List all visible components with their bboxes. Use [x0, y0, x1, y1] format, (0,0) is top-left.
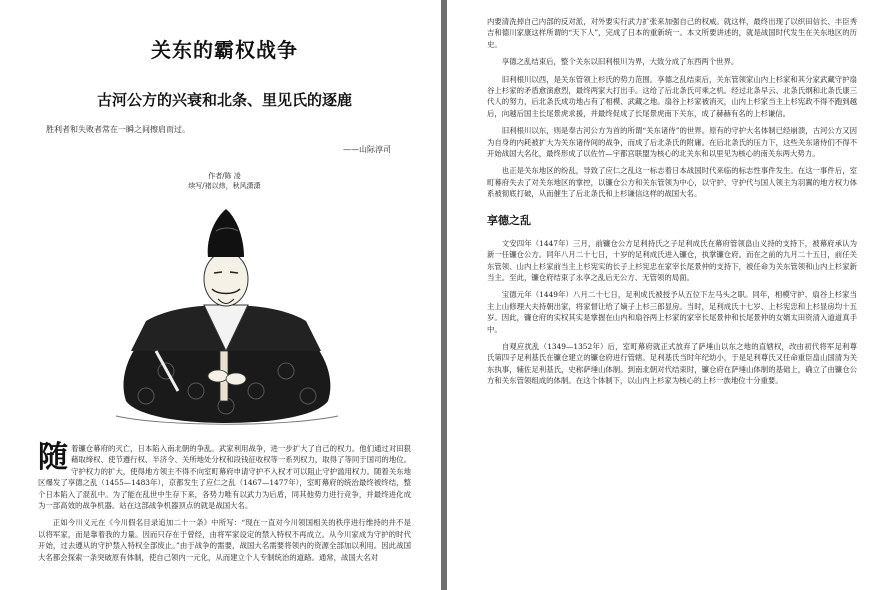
samurai-portrait-illustration [86, 201, 366, 429]
body-paragraph: 旧利根川以东，则是奉古河公方为首的所谓“关东诸侍”的世界。原有的守护大名体制已经崩溃，古河公方又因为自身的内耗被扩大为关东诸侍间的战争，而成了后北条氏的附庸。在后北条氏的压力下，这些关东诸侍们不得不开始战国大名化，最终形成了以佐竹—宇都宫联盟为核心的北关东和以里见为核心的南关东两大势力。 [487, 126, 857, 159]
left-page [0, 0, 441, 590]
intro-paragraph [38, 440, 411, 511]
editor-line: 续写/褚以炜，秋风潇潇 [188, 182, 261, 190]
epigraph-source: ——山际淳司 [343, 145, 391, 154]
body-paragraph: 文安四年（1447年）三月，前镰仓公方足利持氏之子足利成氏在幕府管领畠山义持的支持下，被幕府承认为新一任镰仓公方。同年八月二十七日，十岁的足利成氏进入镰仓，执掌镰仓府。而在之前的九月二十五日，前任关东管领、山内上杉家前当主上杉宪实的长子上杉宪忠在家宰长尾景仲的支持下，被任命为关东管领和山内上杉家新当主。至此，镰仓府结束了永享之乱后无公方、无管领的局面。 [487, 238, 857, 282]
section-heading: 享德之乱 [487, 213, 531, 227]
body-paragraph: 自观应扰乱（1349—1352年）后，室町幕府就正式放弃了萨埵山以东之地的直辖权，改由初代将军足利尊氏第四子足利基氏在镰仓建立的镰仓府进行管辖。足利基氏当时年纪幼小，于是足利尊氏又任命重臣畠山国清为关东执事，辅佐足利基氏，史称萨埵山体制。到南北朝对代结束时，镰仓府在萨埵山体制的基础上，确立了由镰仓公方和关东管领组成的体制。在这个体制下，以山内上杉家为核心的上杉一族地位十分重要。 [487, 341, 857, 386]
body-paragraph: 正如今川义元在《今川假名目录追加二十一条》中所写：“现在一直对今川领国相关的秩序进行维持的并不是以将军家，而是靠着我的力量。因而只存在于曾经，由将军家设定的禁入特权不再成立。从今川家成为守护的时代开始，过去遵从的守护禁入特权全部废止。”由于战争的需要，战国大名需要将领内的资源全部加以利用。因此战国大名都会探索一条突破原有体制，使自己领内一元化，从而建立个人专制统治的道路。通常，战国大名对 [38, 518, 411, 562]
right-page [447, 0, 891, 590]
body-paragraph: 旧利根川以西，是关东管领上杉氏的势力范围。享德之乱结束后，关东管领家山内上杉家和其分家武藏守护扇谷上杉家的矛盾愈演愈烈，最终两家大打出手。这给了后北条氏可乘之机。经过北条早云、北条氏纲和北条氏康三代人的努力，后北条氏成功地占有了相模、武藏之地。扇谷上杉家被消灭，山内上杉家当主上杉宪政不得不跑到越后，向越后国主长尾景虎求援，并最终促成了长尾景虎南下关东，成了赫赫有名的上杉谦信。 [487, 74, 857, 118]
body-paragraph: 宝德元年（1449年）八月二十七日，足利成氏被授予从五位下左马头之职。同年，相模守护、扇谷上杉家当主上山修理大夫持朝出家，将家督让给了嫡子上杉三郎显房。当时，足利成氏十七岁、上杉宪忠和上杉显房均十五岁。因此，镰仓府的实权其实是掌握在山内和扇谷两上杉家的家宰长尾景仲和长尾景仲的女婿太田资清入道道真手中。 [487, 290, 857, 334]
body-paragraph: 享德之乱结束后，整个关东以旧利根川为界，大致分成了东西两个世界。 [501, 57, 739, 67]
article-title: 关东的霸权战争 [151, 38, 298, 62]
author-line: 作者/陈 凌 [208, 172, 241, 180]
article-subtitle: 古河公方的兴衰和北条、里见氏的逐鹿 [96, 91, 352, 109]
body-paragraph: 内要清洗掉自己内部的反对派，对外要实行武力扩张来加强自己的权威。就这样，最终出现了以织田信长、丰臣秀吉和德川家康这样所谓的“天下人”，完成了日本的重新统一。本文所要讲述的，就是战国时代发生在关东地区的历史。 [487, 17, 857, 49]
portrait-figure [38, 201, 411, 431]
intro-text: 着镰仓幕府的灭亡，日本陷入南北朝的争乱。武家利用战争，进一步扩大了自己的权力。他们通过对田狠藉取缔权、使节遵行权、半济令、关所地处分权和段钱征收权等一系列权力，取得了等同于国司的地位。守护权力的扩大，使得地方领主不得不向室町幕府申请守护不入权才可以阻止守护滥用权力。随着关东地区爆发了享德之乱（1455—1483年），京都发生了应仁之乱（1467—1477年），室町幕府的统治最终被终结，整个日本陷入了混乱中。为了能在乱世中生存下来，各势力唯有以武力为后盾，同其他势力进行竞争，并最终进化成为一部高效的战争机器。站在这部战争机器顶点的就是战国大名。 [38, 444, 411, 511]
credits [38, 171, 411, 191]
body-paragraph: 也正是关东地区的纷乱，导致了应仁之乱这一标志着日本战国时代来临的标志性事件发生。在这一事件后，室町幕府失去了对关东地区的掌控，以镰仓公方和关东管领为中心，以守护、守护代与国人领主为羽翼的地方权力体系被彻底打破，从而催生了后北条氏和上杉谦信这样的战国大名。 [487, 166, 857, 199]
dropcap-letter: 随 [38, 440, 68, 475]
epigraph: 胜利者和失败者常在一瞬之间擦肩而过。 [46, 125, 190, 134]
